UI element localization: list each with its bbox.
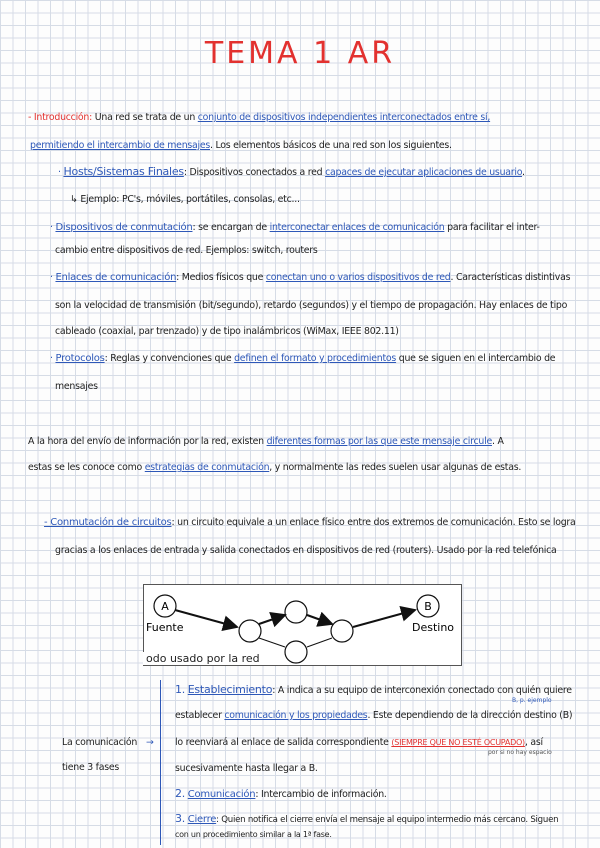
phase2-line bbox=[175, 788, 387, 801]
link-a-router bbox=[175, 610, 237, 627]
intro-text-1b: conjunto de dispositivos independientes interconectados entre sí, bbox=[197, 112, 491, 123]
circuits-label: - Conmutación de circuitos bbox=[44, 517, 172, 528]
phases-side-label-1: La comunicación bbox=[62, 737, 138, 748]
protocols-line-1 bbox=[50, 353, 555, 365]
router-top bbox=[285, 601, 307, 623]
devices-text-a: : se encargan de bbox=[192, 222, 270, 233]
phase1-line-4: sucesivamente hasta llegar a B. bbox=[175, 763, 318, 774]
para2-line-2 bbox=[28, 462, 521, 474]
phase1-line-3 bbox=[175, 737, 543, 749]
devices-text-b: interconectar enlaces de comunicación bbox=[269, 222, 445, 233]
page-title: TEMA 1 AR bbox=[204, 36, 396, 71]
phase3-text: : Quien notifica el cierre envía el mensaje al equipo intermedio más cercano. Siguen bbox=[216, 815, 559, 825]
phase1-line2-a: establecer bbox=[175, 710, 225, 721]
destination-label: Destino bbox=[412, 621, 455, 634]
intro-line-1 bbox=[28, 112, 490, 124]
links-bullet: · bbox=[50, 272, 53, 283]
router-left bbox=[239, 620, 261, 642]
phase3-num: 3. bbox=[175, 812, 185, 825]
phase2-text: : Intercambio de información. bbox=[255, 789, 387, 800]
intro-text-2b: . Los elementos básicos de una red son los siguientes. bbox=[210, 140, 452, 151]
circuits-text: : un circuito equivale a un enlace físico entre dos extremos de comunicación. Esto se logra bbox=[171, 517, 576, 528]
protocols-text-b: definen el formato y procedimientos bbox=[234, 353, 397, 364]
phase1-line2-b: comunicación y los propiedades bbox=[224, 710, 368, 721]
intro-line-2 bbox=[30, 140, 452, 152]
circuits-line-1 bbox=[44, 517, 576, 529]
devices-bullet: · bbox=[50, 222, 53, 233]
hosts-bullet: · bbox=[58, 167, 61, 178]
links-text-b: conectan uno o varios dispositivos de red bbox=[265, 272, 451, 283]
para2-text-2b: estrategias de conmutación bbox=[144, 462, 270, 473]
phase1-line3-a: lo reenviará al enlace de salida correspondiente bbox=[175, 737, 392, 748]
links-line-1 bbox=[50, 272, 570, 284]
link-router-b bbox=[353, 610, 415, 627]
router-bottom bbox=[285, 641, 307, 663]
phase1-note-2: por si no hay espacio bbox=[488, 749, 552, 756]
phase1-text: : A indica a su equipo de interconexión conectado con quién quiere bbox=[272, 685, 572, 696]
phase1-line3-b: (SIEMPRE QUE NO ESTÉ OCUPADO) bbox=[391, 738, 525, 747]
phase1-line-1 bbox=[175, 684, 572, 697]
links-line-2: son la velocidad de transmisión (bit/segundo), retardo (segundos) y el tiempo de propagación. Hay enlaces de tipo bbox=[55, 300, 568, 311]
router-right bbox=[331, 620, 353, 642]
node-b-label: B bbox=[424, 600, 432, 613]
intro-heading: - Introducción: bbox=[28, 112, 93, 123]
phase2-num: 2. bbox=[175, 787, 185, 800]
circuits-line-2: gracias a los enlaces de entrada y salida conectados en dispositivos de red (routers). Usado por la red telefónica bbox=[55, 545, 557, 556]
phase1-line3-c: , así bbox=[524, 737, 543, 748]
phase2-label: Comunicación bbox=[187, 789, 256, 800]
phase1-num: 1. bbox=[175, 683, 185, 696]
phases-arrow-icon: → bbox=[146, 737, 154, 748]
phases-side-label-2: tiene 3 fases bbox=[62, 762, 120, 773]
links-label: Enlaces de comunicación bbox=[55, 272, 177, 283]
links-text-a: : Medios físicos que bbox=[176, 272, 266, 283]
para2-line-1 bbox=[28, 436, 504, 448]
intro-text-2a: permitiendo el intercambio de mensajes bbox=[30, 140, 211, 151]
phases-bracket bbox=[160, 680, 161, 845]
phase3-line-2: con un procedimiento similar a la 1ª fase. bbox=[175, 830, 332, 839]
hosts-label: Hosts/Sistemas Finales bbox=[63, 165, 184, 178]
diagram-caption: odo usado por la red bbox=[143, 652, 263, 665]
hosts-example: ↳ Ejemplo: PC's, móviles, portátiles, consolas, etc... bbox=[70, 194, 300, 205]
link-bottom-right bbox=[307, 638, 332, 647]
protocols-text-c: que se siguen en el intercambio de bbox=[396, 353, 556, 364]
phase1-note: B, p. ejemplo bbox=[512, 697, 552, 704]
para2-text-1b: diferentes formas por las que este mensaje circule bbox=[266, 436, 492, 447]
node-a-label: A bbox=[161, 600, 169, 613]
intro-text-1a: Una red se trata de un bbox=[92, 112, 198, 123]
hosts-line bbox=[58, 166, 525, 179]
phase1-line-2 bbox=[175, 710, 572, 722]
source-label: Fuente bbox=[146, 621, 184, 634]
protocols-line-2: mensajes bbox=[55, 381, 98, 392]
para2-text-2a: estas se les conoce como bbox=[28, 462, 145, 473]
protocols-bullet: · bbox=[50, 353, 53, 364]
phase1-label: Establecimiento bbox=[187, 683, 273, 696]
hosts-text-b: capaces de ejecutar aplicaciones de usuario bbox=[325, 167, 523, 178]
devices-line-1 bbox=[50, 222, 540, 234]
devices-line-2: cambio entre dispositivos de red. Ejemplos: switch, routers bbox=[55, 245, 318, 256]
links-line-3: cableado (coaxial, par trenzado) y de tipo inalámbricos (WiMax, IEEE 802.11) bbox=[55, 326, 399, 337]
link-left-bottom bbox=[259, 638, 285, 647]
phase1-line2-c: . Este dependiendo de la dirección destino (B) bbox=[367, 710, 573, 721]
para2-text-1a: A la hora del envío de información por la red, existen bbox=[28, 436, 267, 447]
para2-text-2c: , y normalmente las redes suelen usar algunas de estas. bbox=[269, 462, 522, 473]
hosts-text-c: . bbox=[522, 167, 525, 178]
para2-text-1c: . A bbox=[491, 436, 504, 447]
phase3-line-1 bbox=[175, 813, 558, 826]
protocols-label: Protocolos bbox=[55, 353, 105, 364]
protocols-text-a: : Reglas y convenciones que bbox=[104, 353, 235, 364]
devices-text-c: para facilitar el inter- bbox=[444, 222, 540, 233]
phase3-label: Cierre bbox=[187, 814, 217, 825]
devices-label: Dispositivos de conmutación bbox=[55, 222, 193, 233]
links-text-c: . Características distintivas bbox=[450, 272, 571, 283]
hosts-text-a: : Dispositivos conectados a red bbox=[183, 167, 326, 178]
link-top-right bbox=[307, 615, 332, 624]
link-left-top bbox=[259, 615, 285, 624]
